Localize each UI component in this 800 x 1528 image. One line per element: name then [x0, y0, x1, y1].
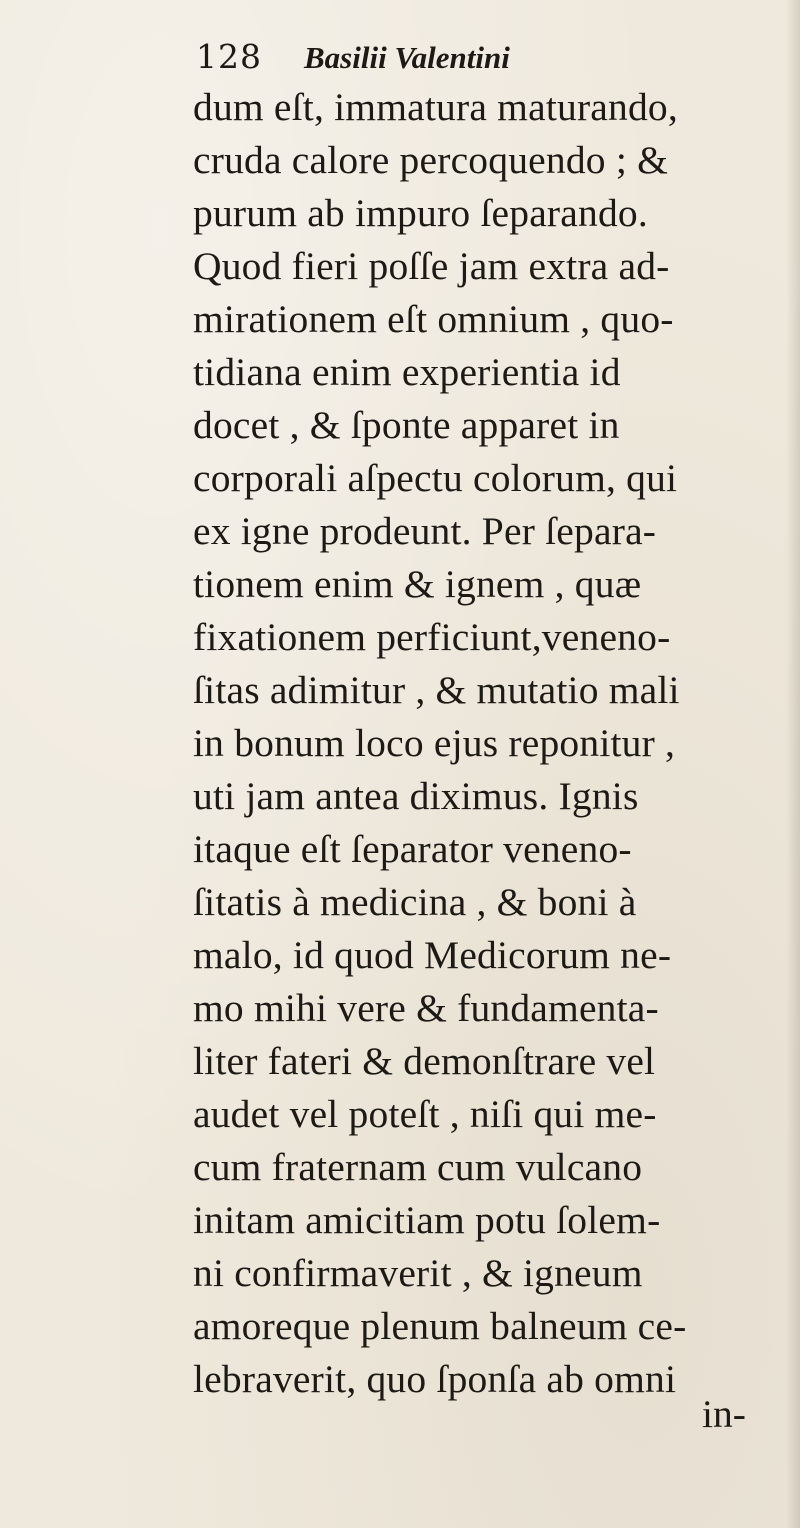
text-line: corporali aſpectu colorum, qui — [193, 456, 678, 500]
text-line: amoreque plenum balneum ce- — [193, 1304, 687, 1348]
text-line: fixationem perficiunt,veneno- — [193, 615, 671, 659]
page-header — [196, 37, 510, 76]
text-line: itaque eſt ſeparator veneno- — [193, 827, 632, 871]
text-line: liter fateri & demonſtrare vel — [193, 1039, 656, 1083]
text-line: in bonum loco ejus reponitur , — [193, 721, 676, 765]
text-line: ex igne prodeunt. Per ſepara- — [193, 509, 657, 553]
text-line: malo, id quod Medicorum ne- — [193, 933, 672, 977]
text-line: Quod fieri poſſe jam extra ad- — [193, 244, 670, 288]
text-line: initam amicitiam potu ſolem- — [193, 1198, 661, 1242]
text-line: lebraverit, quo ſponſa ab omni — [193, 1357, 677, 1401]
running-head: Basilii Valentini — [304, 40, 510, 75]
text-line: mo mihi vere & fundamenta- — [193, 986, 659, 1030]
text-line: docet , & ſponte apparet in — [193, 403, 620, 447]
body-text — [193, 81, 773, 1406]
text-line: cum fraternam cum vulcano — [193, 1145, 643, 1189]
catchword: in- — [702, 1392, 746, 1436]
text-line: dum eſt, immatura maturando, — [193, 85, 678, 129]
page-number: 128 — [196, 37, 262, 76]
text-line: cruda calore percoquendo ; & — [193, 138, 668, 182]
text-line: uti jam antea diximus. Ignis — [193, 774, 639, 818]
text-line: ſitas adimitur , & mutatio mali — [193, 668, 680, 712]
text-line: ſitatis à medicina , & boni à — [193, 880, 637, 924]
text-line: ni confirmaverit , & igneum — [193, 1251, 643, 1295]
text-line: mirationem eſt omnium , quo- — [193, 297, 674, 341]
text-line: tionem enim & ignem , quæ — [193, 562, 642, 606]
text-line: audet vel poteſt , niſi qui me- — [193, 1092, 657, 1136]
text-line: purum ab impuro ſeparando. — [193, 191, 648, 235]
text-line: tidiana enim experientia id — [193, 350, 621, 394]
page-edge-shadow — [786, 0, 800, 1528]
